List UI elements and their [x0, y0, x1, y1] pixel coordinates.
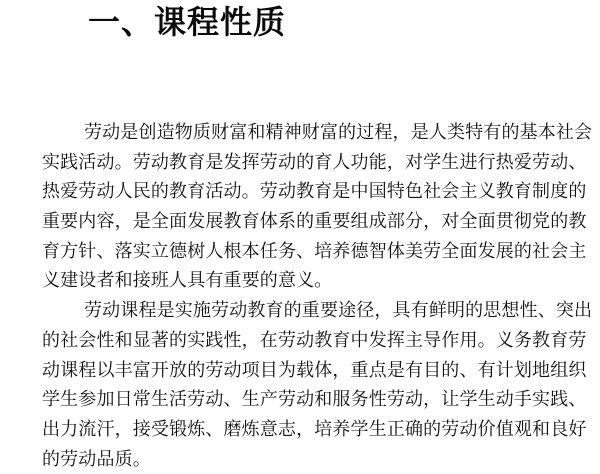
paragraph-line: 动课程以丰富开放的劳动项目为载体，重点是有目的、有计划地组织 [42, 359, 587, 381]
paragraph-labor-curriculum [42, 296, 593, 474]
paragraph-line: 育方针、落实立德树人根本任务、培养德智体美劳全面发展的社会主 [42, 240, 587, 262]
paragraph-line: 热爱劳动人民的教育活动。劳动教育是中国特色社会主义教育制度的 [42, 181, 587, 203]
paragraph-line: 学生参加日常生活劳动、生产劳动和服务性劳动，让学生动手实践、 [42, 389, 587, 411]
paragraph-line: 的劳动品质。 [42, 448, 151, 470]
paragraph-line: 劳动课程是实施劳动教育的重要途径，具有鲜明的思想性、突出 [84, 300, 593, 322]
paragraph-line: 出力流汗，接受锻炼、磨炼意志，培养学生正确的劳动价值观和良好 [42, 418, 587, 440]
body-text [42, 118, 593, 474]
paragraph-line: 的社会性和显著的实践性，在劳动教育中发挥主导作用。义务教育劳 [42, 329, 587, 351]
section-heading: 一、课程性质 [88, 3, 287, 41]
paragraph-line: 劳动是创造物质财富和精神财富的过程，是人类特有的基本社会 [84, 122, 593, 143]
paragraph-labor-definition [42, 118, 593, 296]
paragraph-line: 实践活动。劳动教育是发挥劳动的育人功能，对学生进行热爱劳动、 [42, 151, 587, 173]
paragraph-line: 重要内容，是全面发展教育体系的重要组成部分，对全面贯彻党的教 [42, 211, 587, 233]
paragraph-line: 义建设者和接班人具有重要的意义。 [42, 270, 333, 292]
